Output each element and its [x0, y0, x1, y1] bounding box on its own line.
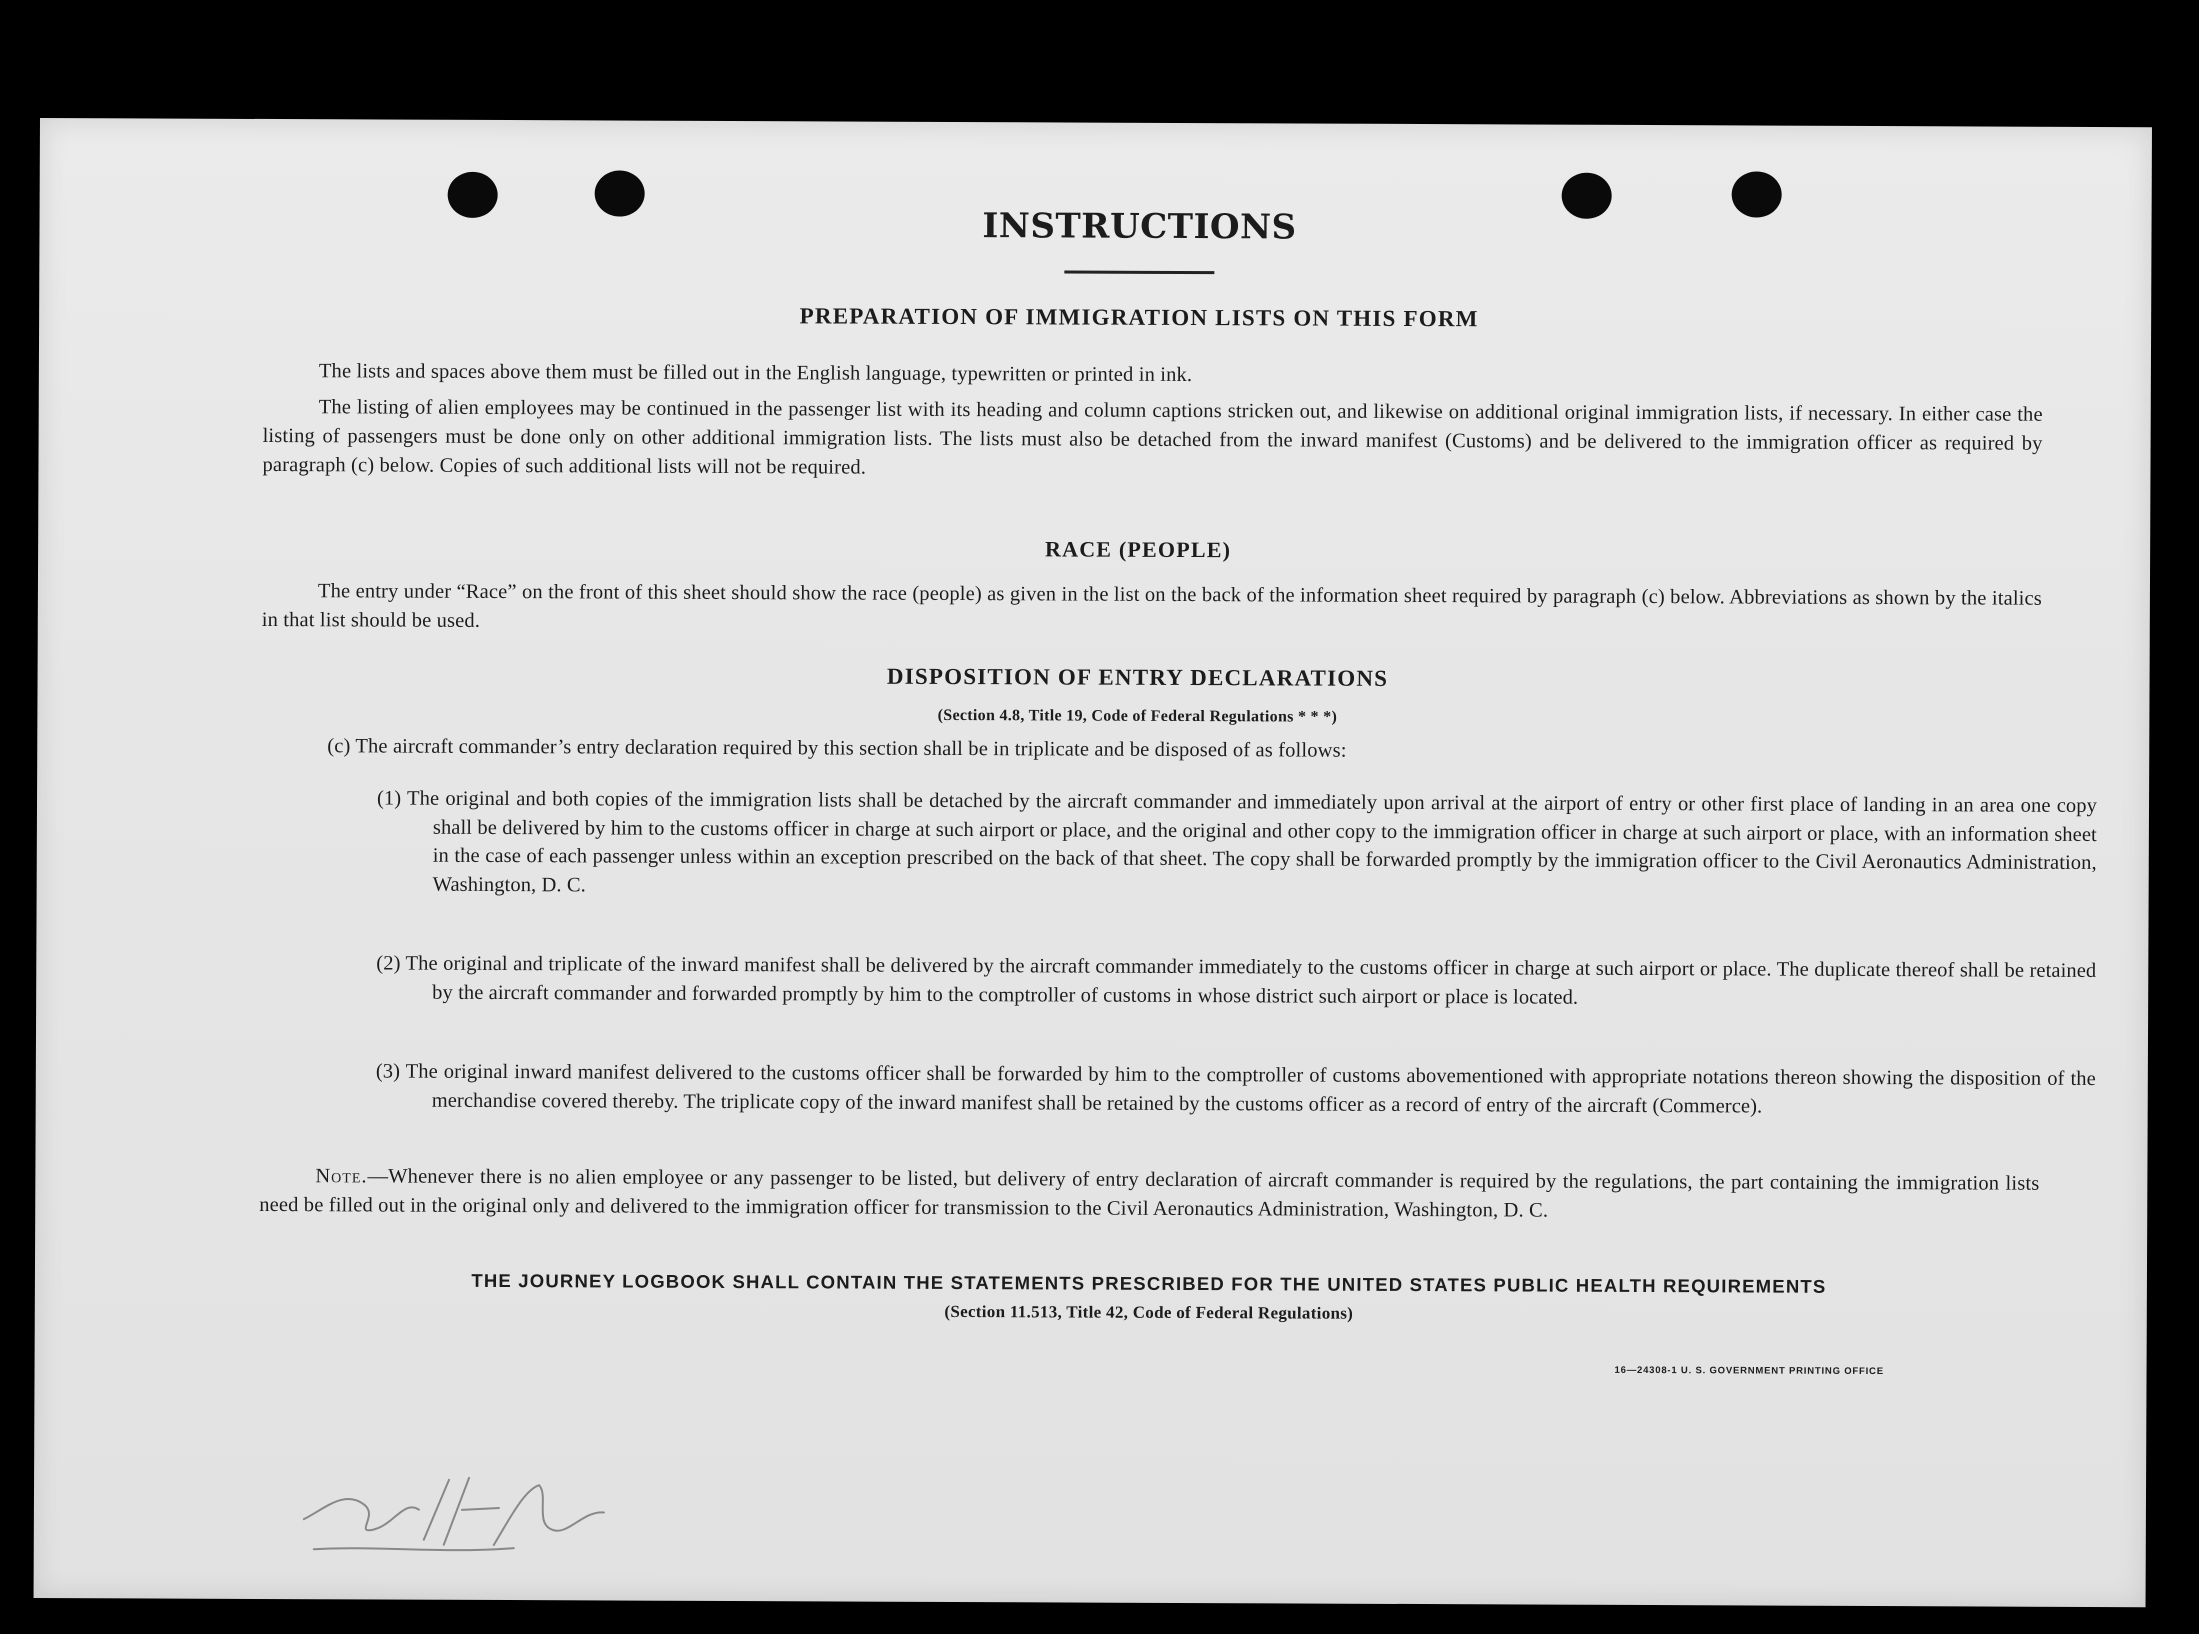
- race-paragraph: The entry under “Race” on the front of this sheet should show the race (people) as given in the list on the back of the information sheet required by paragraph (c) below. Abbreviations as shown by the italics in that list should be used.: [261, 580, 2042, 632]
- paper-sheet: [34, 118, 2152, 1607]
- instructions-content: [34, 118, 2152, 1607]
- disposition-item-2: (2) The original and triplicate of the inward manifest shall be delivered by the aircraft commander immediately to the customs officer in charge at such airport or place. The duplicate thereof shall be retained by the aircraft commander and forwarded promptly by him to the comptroller of customs in whose district such airport or place is located.: [376, 952, 2097, 1009]
- title-underline: [1064, 270, 1214, 274]
- journey-citation: (Section 11.513, Title 42, Code of Federal Regulations): [944, 1301, 1354, 1323]
- disposition-item-1: (1) The original and both copies of the immigration lists shall be detached by the aircraft commander and immediately upon arrival at the airport of entry or other first place of landing in an area one copy shall be delivered by him to the customs officer in charge at such airport or place, and the original and other copy to the immigration officer in charge at such airport or place, with an information sheet in the case of each passenger unless within an exception prescribed on the back of that sheet. The copy shall be forwarded promptly by the immigration officer to the Civil Aeronautics Administration, Washington, D. C.: [376, 787, 2098, 896]
- disposition-heading: DISPOSITION OF ENTRY DECLARATIONS: [886, 663, 1389, 691]
- journey-requirement: THE JOURNEY LOGBOOK SHALL CONTAIN THE STATEMENTS PRESCRIBED FOR THE UNITED STATES PUBLIC HEALTH REQUIREMENTS: [471, 1269, 1827, 1297]
- note-label: Note.: [315, 1165, 368, 1188]
- preparation-paragraph-1: The lists and spaces above them must be filled out in the English language, typewritten or printed in ink.: [318, 360, 1193, 387]
- note-text: —Whenever there is no alien employee or any passenger to be listed, but delivery of entry declaration of aircraft commander is required by the regulations, the part containing the immigration lists need be filled out in the original only and delivered to the immigration officer for transmission to the Civil Aeronautics Administration, Washington, D. C.: [259, 1165, 2040, 1222]
- handwritten-signature: [284, 1449, 645, 1571]
- printer-imprint: 16—24308-1 U. S. GOVERNMENT PRINTING OFFICE: [1614, 1364, 1884, 1378]
- preparation-heading: PREPARATION OF IMMIGRATION LISTS ON THIS FORM: [799, 303, 1479, 332]
- disposition-item-3: (3) The original inward manifest delivered to the customs officer shall be forwarded by him to the comptroller of customs abovementioned with appropriate notations thereon showing the disposition of the merchandise covered thereby. The triplicate copy of the inward manifest shall be retained by the customs officer as a record of entry of the aircraft (Commerce).: [375, 1060, 2096, 1118]
- race-heading: RACE (PEOPLE): [1045, 536, 1232, 563]
- page-title: INSTRUCTIONS: [982, 206, 1297, 248]
- disposition-subheading: (Section 4.8, Title 19, Code of Federal Regulations * * *): [937, 706, 1338, 726]
- disposition-intro: (c) The aircraft commander’s entry declaration required by this section shall be in triplicate and be disposed of as follows:: [327, 735, 1347, 762]
- note-paragraph: [259, 1162, 2039, 1228]
- preparation-paragraph-2: The listing of alien employees may be continued in the passenger list with its heading and column captions stricken out, and likewise on additional original immigration lists, if necessary. In either case the listing of passengers must be done only on other additional immigration lists. The lists must also be detached from the inward manifest (Customs) and be delivered to the immigration officer as required by paragraph (c) below. Copies of such additional lists will not be required.: [262, 396, 2043, 479]
